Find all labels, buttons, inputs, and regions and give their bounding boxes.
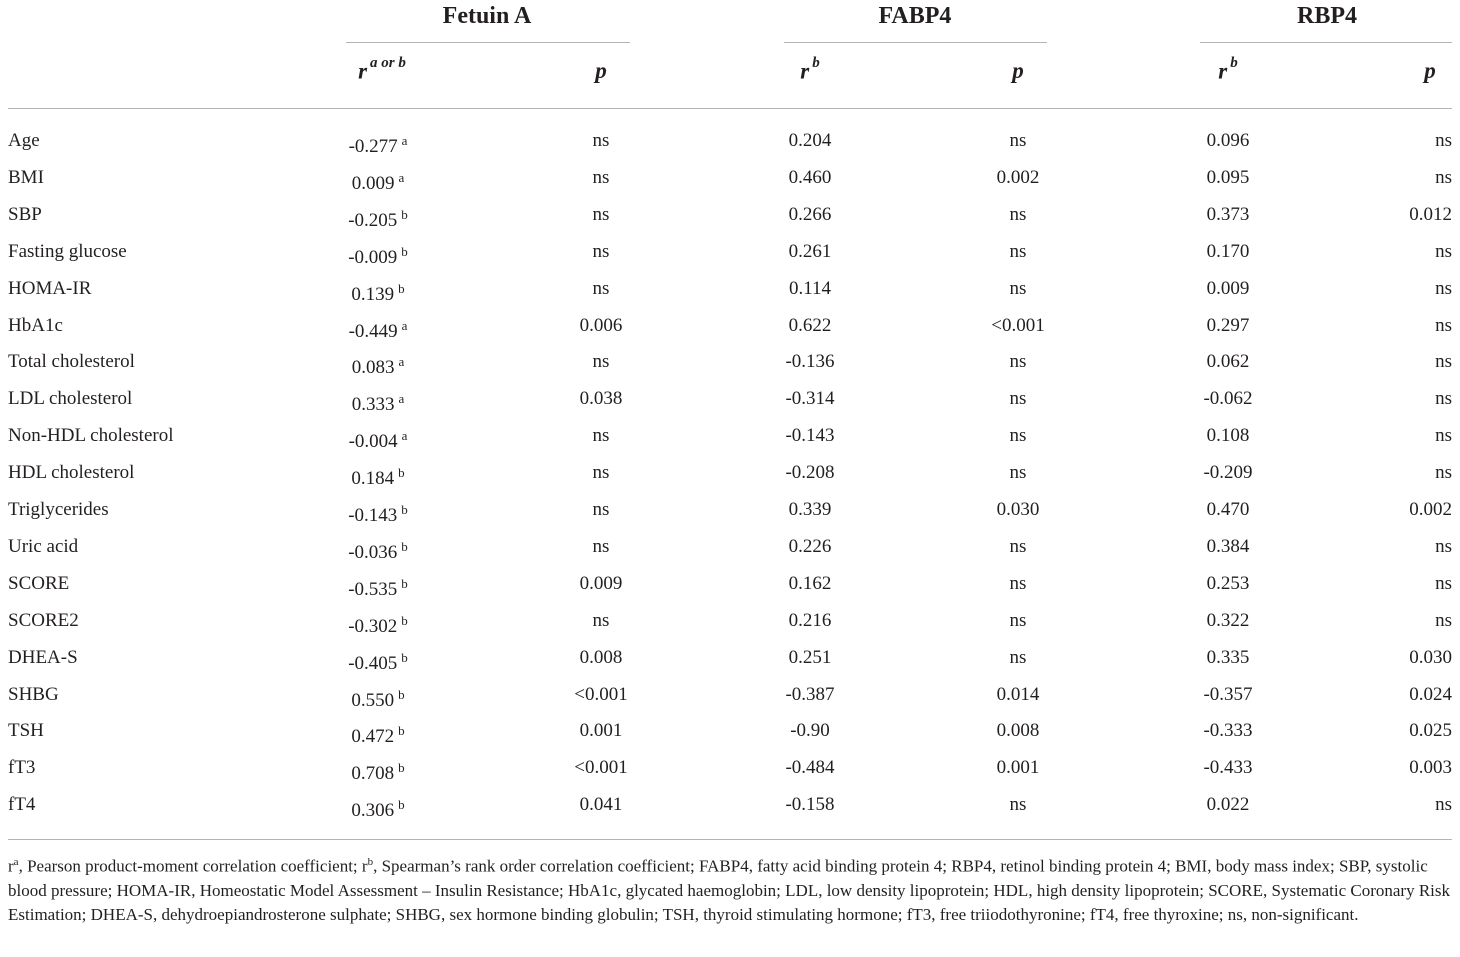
table-row <box>0 307 1460 344</box>
fetuin-r-superscript: b <box>398 686 405 702</box>
fetuin-r-number: -0.143 <box>348 505 398 526</box>
group-title-fetuin-a: Fetuin A <box>442 3 532 29</box>
group-title-rbp4: RBP4 <box>1297 3 1357 29</box>
fetuin-p-value: ns <box>592 166 610 188</box>
rbp4-r-value: 0.096 <box>1206 130 1250 151</box>
fetuin-r-value <box>298 786 458 829</box>
row-label: SHBG <box>8 683 59 705</box>
fabp4-r-value: -0.158 <box>785 794 835 816</box>
fabp4-r-value: 0.622 <box>788 314 832 336</box>
table-row <box>0 565 1460 602</box>
fabp4-p-value: 0.002 <box>996 166 1040 188</box>
rbp4-r-value: 0.297 <box>1206 314 1250 336</box>
table-row <box>0 233 1460 270</box>
fabp4-p-value: ns <box>1009 388 1027 410</box>
fetuin-r-superscript: b <box>401 612 408 628</box>
rbp4-p-value: 0.030 <box>1409 646 1452 668</box>
table-row <box>0 528 1460 565</box>
row-label: Fasting glucose <box>8 240 127 262</box>
rbp4-p-value: ns <box>1435 535 1452 557</box>
fetuin-p-value: ns <box>592 240 610 262</box>
fabp4-r-value: -0.484 <box>785 757 835 779</box>
rbp4-p-value: 0.025 <box>1409 720 1452 742</box>
fetuin-r-number: 0.184 <box>351 468 395 490</box>
row-label: SCORE2 <box>8 609 79 631</box>
rbp4-p-value: ns <box>1435 609 1452 631</box>
fetuin-r-number: 0.708 <box>351 763 395 785</box>
fabp4-r-value: -0.208 <box>785 462 835 484</box>
fabp4-p-value: ns <box>1009 425 1027 447</box>
fetuin-p-value: 0.001 <box>579 720 623 742</box>
row-label: TSH <box>8 720 44 742</box>
fabp4-r-value: -0.314 <box>785 388 835 410</box>
fabp4-r-value: 0.204 <box>788 130 832 151</box>
fabp4-r-value: 0.216 <box>788 609 832 631</box>
rbp4-p-value: ns <box>1435 462 1452 484</box>
fetuin-r-superscript: b <box>401 502 408 517</box>
fetuin-r-superscript: b <box>401 575 408 591</box>
fetuin-p-value: ns <box>592 351 610 373</box>
rbp4-p-value: 0.024 <box>1409 683 1452 705</box>
rbp4-r-value: 0.470 <box>1206 499 1250 520</box>
rbp4-p-value: ns <box>1435 166 1452 188</box>
row-label: SCORE <box>8 572 70 594</box>
fabp4-p-value: ns <box>1009 203 1027 225</box>
fabp4-p-value: ns <box>1009 609 1027 631</box>
fetuin-p-value: 0.041 <box>579 794 623 816</box>
fabp4-r-value: 0.261 <box>788 240 832 262</box>
row-label: LDL cholesterol <box>8 388 133 410</box>
rbp4-p-value: 0.003 <box>1409 757 1452 779</box>
rbp4-p-value: 0.012 <box>1409 203 1452 225</box>
fetuin-r-number: 0.083 <box>351 357 395 379</box>
fabp4-p-value: 0.008 <box>996 720 1040 742</box>
row-label: fT3 <box>8 757 36 779</box>
fabp4-p-value: ns <box>1009 646 1027 668</box>
col-head-fabp4-r: r $^b$ <box>800 55 820 84</box>
fabp4-p-value: ns <box>1009 277 1027 299</box>
table-row <box>0 602 1460 639</box>
fetuin-r-superscript: a <box>398 391 405 407</box>
fabp4-p-value: ns <box>1009 240 1027 262</box>
fetuin-p-value: ns <box>592 535 610 557</box>
fabp4-p-value: ns <box>1009 462 1027 484</box>
fetuin-p-value: ns <box>592 499 610 520</box>
fetuin-p-value: ns <box>592 203 610 225</box>
col-head-fetuin-r: r $^{a or b}$ <box>358 55 406 84</box>
row-label: Age <box>8 130 40 151</box>
rbp4-p-value: ns <box>1435 794 1452 816</box>
fetuin-r-superscript: b <box>401 243 408 259</box>
fabp4-p-value: <0.001 <box>991 314 1045 336</box>
row-label: HOMA-IR <box>8 277 92 299</box>
rbp4-r-value: -0.333 <box>1203 720 1253 742</box>
fetuin-r-number: -0.277 <box>348 136 398 157</box>
fetuin-p-value: 0.008 <box>579 646 623 668</box>
col-head-fabp4-p: p <box>1012 58 1024 83</box>
rbp4-r-value: 0.009 <box>1206 277 1250 299</box>
rbp4-p-value: ns <box>1435 314 1452 336</box>
fetuin-p-value: ns <box>592 462 610 484</box>
row-label: HDL cholesterol <box>8 462 135 484</box>
fetuin-r-number: -0.004 <box>348 431 398 453</box>
row-label: Triglycerides <box>8 499 109 520</box>
row-label: Total cholesterol <box>8 351 135 373</box>
rbp4-r-value: -0.062 <box>1203 388 1253 410</box>
table-row <box>0 712 1460 749</box>
rbp4-r-value: -0.433 <box>1203 757 1253 779</box>
fabp4-r-value: 0.251 <box>788 646 832 668</box>
col-head-rbp4-r: r $^b$ <box>1218 55 1238 84</box>
fetuin-r-number: 0.550 <box>351 689 395 711</box>
table-row <box>0 786 1460 823</box>
fetuin-p-value: 0.006 <box>579 314 623 336</box>
fabp4-p-value: 0.030 <box>996 499 1040 520</box>
table-row <box>0 380 1460 417</box>
fabp4-r-value: -0.143 <box>785 425 835 447</box>
fetuin-p-value: ns <box>592 425 610 447</box>
rbp4-r-value: 0.062 <box>1206 351 1250 373</box>
rbp4-r-value: 0.022 <box>1206 794 1250 816</box>
row-label: HbA1c <box>8 314 63 336</box>
table-row <box>0 676 1460 713</box>
table-bottom-rule <box>8 839 1452 840</box>
rbp4-p-value: ns <box>1435 130 1452 151</box>
rbp4-r-value: 0.373 <box>1206 203 1250 225</box>
rbp4-p-value: ns <box>1435 425 1452 447</box>
fetuin-r-superscript: b <box>398 465 405 481</box>
col-head-rbp4-p: p <box>1424 58 1436 83</box>
fabp4-r-value: -0.136 <box>785 351 835 373</box>
fetuin-r-superscript: b <box>401 649 408 665</box>
group-rule-fetuin-a <box>346 42 630 43</box>
table-row <box>0 749 1460 786</box>
rbp4-r-value: 0.384 <box>1206 535 1250 557</box>
row-label: DHEA-S <box>8 646 78 668</box>
rbp4-r-value: -0.357 <box>1203 683 1253 705</box>
rbp4-p-value: ns <box>1435 240 1452 262</box>
fetuin-r-superscript: b <box>398 723 405 739</box>
fabp4-p-value: ns <box>1009 572 1027 594</box>
fetuin-r-number: 0.306 <box>351 800 395 822</box>
fetuin-r-superscript: b <box>401 206 408 222</box>
fabp4-p-value: ns <box>1009 535 1027 557</box>
rbp4-p-value: ns <box>1435 277 1452 299</box>
rbp4-r-value: 0.170 <box>1206 240 1250 262</box>
fetuin-r-superscript: a <box>401 317 408 333</box>
fabp4-r-value: 0.114 <box>788 277 832 299</box>
row-label: BMI <box>8 166 44 188</box>
fetuin-r-superscript: b <box>398 797 405 813</box>
fabp4-p-value: 0.001 <box>996 757 1040 779</box>
rbp4-r-value: 0.335 <box>1206 646 1250 668</box>
fetuin-r-superscript: b <box>398 280 405 296</box>
rbp4-r-value: 0.322 <box>1206 609 1250 631</box>
group-title-fabp4: FABP4 <box>878 3 952 29</box>
rbp4-p-value: 0.002 <box>1409 499 1452 520</box>
fetuin-p-value: ns <box>592 277 610 299</box>
fetuin-r-number: -0.205 <box>348 209 398 231</box>
fetuin-p-value: ns <box>592 130 610 151</box>
fabp4-p-value: 0.014 <box>996 683 1040 705</box>
table-row <box>0 639 1460 676</box>
fabp4-p-value: ns <box>1009 794 1027 816</box>
fetuin-r-number: -0.449 <box>348 320 398 342</box>
fabp4-r-value: -0.387 <box>785 683 835 705</box>
fetuin-r-superscript: a <box>401 428 408 444</box>
rbp4-r-value: -0.209 <box>1203 462 1253 484</box>
fetuin-r-superscript: b <box>401 538 408 554</box>
rbp4-p-value: ns <box>1435 351 1452 373</box>
fetuin-r-number: -0.302 <box>348 615 398 637</box>
table-footnote: $r^a$, Pearson product-moment correlation coefficient; $r^b$, Spearman’s rank order correlation coefficient; FABP4, fatty acid binding protein 4; RBP4, retinol binding protein 4; BMI, body mass index; SBP, systolic blood pressure; HOMA-IR, Homeostatic Model Assessment – Insulin Resistance; HbA1c, glycated haemoglobin; LDL, low density lipoprotein; HDL, high density lipoprotein; SCORE, Systematic Coronary Risk Estimation; DHEA-S, dehydroepiandrosterone sulphate; SHBG, sex hormone binding globulin; TSH, thyroid stimulating hormone; fT3, free triiodothyronine; fT4, free thyroxine; ns, non-significant. <box>8 856 1450 924</box>
fabp4-p-value: ns <box>1009 130 1027 151</box>
fetuin-r-number: -0.009 <box>348 246 398 268</box>
fetuin-r-superscript: a <box>398 169 405 185</box>
fabp4-p-value: ns <box>1009 351 1027 373</box>
rbp4-r-value: 0.253 <box>1206 572 1250 594</box>
fabp4-r-value: 0.162 <box>788 572 832 594</box>
row-label: Uric acid <box>8 535 79 557</box>
fetuin-p-value: 0.038 <box>579 388 623 410</box>
fetuin-r-number: -0.036 <box>348 541 398 563</box>
header-bottom-rule <box>8 108 1452 109</box>
table-row <box>0 159 1460 196</box>
fabp4-r-value: 0.339 <box>788 499 832 520</box>
fetuin-r-superscript: a <box>401 133 408 148</box>
fabp4-r-value: 0.266 <box>788 203 832 225</box>
fabp4-r-value: -0.90 <box>790 720 830 742</box>
row-label: SBP <box>8 203 42 225</box>
fetuin-r-number: 0.472 <box>351 726 395 748</box>
row-label: fT4 <box>8 794 36 816</box>
rbp4-r-value: 0.108 <box>1206 425 1250 447</box>
group-rule-fabp4 <box>784 42 1047 43</box>
rbp4-r-value: 0.095 <box>1206 166 1250 188</box>
row-label: Non-HDL cholesterol <box>8 425 174 447</box>
fetuin-r-superscript: a <box>398 354 405 370</box>
fetuin-p-value: <0.001 <box>574 757 628 779</box>
fetuin-r-superscript: b <box>398 760 405 776</box>
fetuin-p-value: ns <box>592 609 610 631</box>
fetuin-p-value: 0.009 <box>579 572 623 594</box>
rbp4-p-value: ns <box>1435 388 1452 410</box>
table-row <box>0 454 1460 491</box>
fetuin-r-number: -0.405 <box>348 652 398 674</box>
table-row <box>0 491 1460 528</box>
rbp4-p-value: ns <box>1435 572 1452 594</box>
fabp4-r-value: 0.226 <box>788 535 832 557</box>
fetuin-r-number: -0.535 <box>348 578 398 600</box>
table-row <box>0 196 1460 233</box>
col-head-fetuin-p: p <box>595 58 607 83</box>
table-row <box>0 343 1460 380</box>
table-row <box>0 270 1460 307</box>
fetuin-r-number: 0.333 <box>351 394 395 416</box>
fetuin-r-number: 0.009 <box>351 172 395 194</box>
fabp4-r-value: 0.460 <box>788 166 832 188</box>
table-row <box>0 122 1460 159</box>
fetuin-r-number: 0.139 <box>351 283 395 305</box>
table-row <box>0 417 1460 454</box>
fetuin-p-value: <0.001 <box>574 683 628 705</box>
group-rule-rbp4 <box>1200 42 1452 43</box>
